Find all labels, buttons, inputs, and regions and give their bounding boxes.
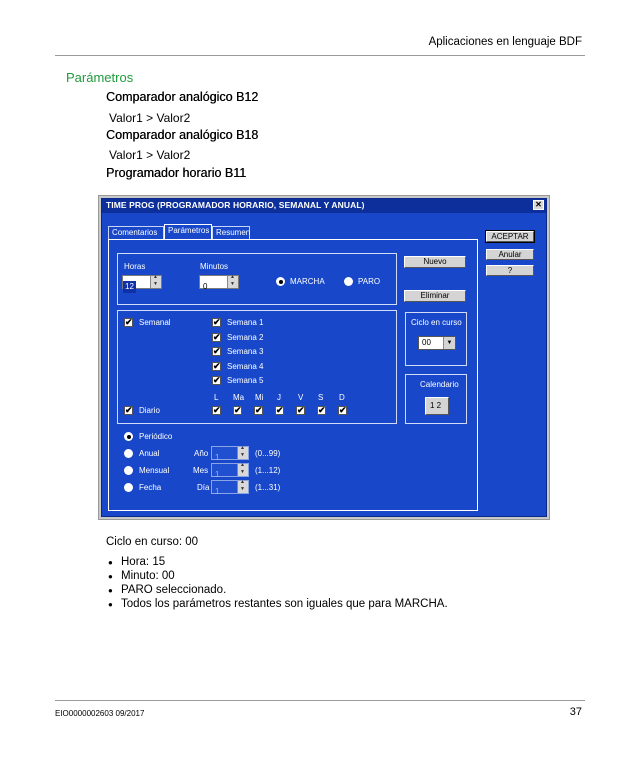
fecha-label: Fecha bbox=[139, 483, 162, 492]
periodico-label: Periódico bbox=[139, 432, 173, 441]
calendario-label: Calendario bbox=[420, 380, 459, 389]
tab-comentarios[interactable]: Comentarios bbox=[108, 226, 164, 239]
calendar-icon[interactable] bbox=[425, 397, 449, 415]
ano-spinner[interactable] bbox=[211, 446, 249, 460]
semana-5-label: Semana 5 bbox=[227, 376, 264, 385]
day-label-ma: Ma bbox=[233, 393, 245, 402]
semana-1-label: Semana 1 bbox=[227, 318, 264, 327]
ano-range: (0...99) bbox=[255, 449, 281, 458]
ano-value: 1 bbox=[215, 453, 220, 462]
horas-spinner[interactable] bbox=[122, 275, 162, 289]
spinner-arrows-icon[interactable] bbox=[237, 464, 248, 476]
mes-value: 1 bbox=[215, 470, 220, 479]
bullet-icon: ● bbox=[108, 572, 113, 581]
horas-label: Horas bbox=[124, 262, 146, 271]
spinner-arrows-icon[interactable] bbox=[237, 447, 248, 459]
semanal-checkbox[interactable]: ✔ bbox=[125, 317, 133, 327]
eliminar-button[interactable]: Eliminar bbox=[404, 290, 466, 302]
semana-2-label: Semana 2 bbox=[227, 333, 264, 342]
ano-label: Año bbox=[194, 449, 209, 458]
mensual-label: Mensual bbox=[139, 466, 170, 475]
section-title: Parámetros bbox=[66, 70, 134, 85]
item-text-b18: Valor1 > Valor2 bbox=[109, 148, 191, 162]
diario-label: Diario bbox=[139, 406, 160, 415]
diario-checkbox[interactable]: ✔ bbox=[125, 405, 133, 415]
item-heading-b12: Comparador analógico B12 bbox=[106, 90, 259, 104]
anual-label: Anual bbox=[139, 449, 160, 458]
bullet-icon: ● bbox=[108, 586, 113, 595]
header-rule bbox=[55, 55, 585, 56]
paro-label: PARO bbox=[358, 277, 381, 286]
bullet-item: Hora: 15 bbox=[121, 556, 166, 568]
day-checkbox-d[interactable]: ✔ bbox=[339, 405, 347, 415]
help-button[interactable]: ? bbox=[486, 265, 534, 276]
day-label-d: D bbox=[339, 393, 345, 402]
dia-range: (1...31) bbox=[255, 483, 281, 492]
ciclo-select[interactable] bbox=[418, 336, 456, 350]
nuevo-button[interactable]: Nuevo bbox=[404, 256, 466, 268]
bullet-icon: ● bbox=[108, 600, 113, 609]
item-heading-b18: Comparador analógico B18 bbox=[106, 128, 259, 142]
marcha-label: MARCHA bbox=[290, 277, 325, 286]
minutos-value: 0 bbox=[203, 282, 208, 291]
tab-resumen[interactable]: Resumen bbox=[212, 226, 250, 239]
fecha-radio[interactable] bbox=[124, 483, 133, 492]
spinner-arrows-icon[interactable] bbox=[237, 481, 248, 493]
mes-range: (1...12) bbox=[255, 466, 281, 475]
day-label-j: J bbox=[277, 393, 281, 402]
day-checkbox-mi[interactable]: ✔ bbox=[255, 405, 263, 415]
bullet-item: Minuto: 00 bbox=[121, 570, 175, 582]
calendar-icon-text: 1 2 bbox=[430, 401, 442, 410]
dia-value: 1 bbox=[215, 487, 220, 496]
header-title: Aplicaciones en lenguaje BDF bbox=[428, 36, 582, 48]
day-label-s: S bbox=[318, 393, 324, 402]
mes-label: Mes bbox=[193, 466, 209, 475]
semana-1-checkbox[interactable]: ✔ bbox=[213, 317, 221, 327]
chevron-down-icon[interactable]: ▼ bbox=[443, 337, 455, 349]
semana-4-label: Semana 4 bbox=[227, 362, 264, 371]
page-number: 37 bbox=[569, 706, 582, 718]
semana-3-label: Semana 3 bbox=[227, 347, 264, 356]
spinner-arrows-icon[interactable] bbox=[150, 276, 161, 288]
dia-spinner[interactable] bbox=[211, 480, 249, 494]
bullet-item: Todos los parámetros restantes son iguales que para MARCHA. bbox=[121, 598, 448, 610]
anular-button[interactable]: Anular bbox=[486, 249, 534, 260]
semana-3-checkbox[interactable]: ✔ bbox=[213, 346, 221, 356]
semana-5-checkbox[interactable]: ✔ bbox=[213, 375, 221, 385]
paro-radio[interactable] bbox=[344, 277, 353, 286]
minutos-label: Minutos bbox=[200, 262, 229, 271]
semana-4-checkbox[interactable]: ✔ bbox=[213, 361, 221, 371]
footer-doc-id: EIO0000002603 09/2017 bbox=[55, 709, 145, 718]
semanal-label: Semanal bbox=[139, 318, 171, 327]
day-checkbox-s[interactable]: ✔ bbox=[318, 405, 326, 415]
day-checkbox-v[interactable]: ✔ bbox=[297, 405, 305, 415]
day-label-mi: Mi bbox=[255, 393, 264, 402]
item-heading-b11: Programador horario B11 bbox=[106, 166, 247, 180]
spinner-arrows-icon[interactable] bbox=[227, 276, 238, 288]
item-text-b12: Valor1 > Valor2 bbox=[109, 111, 191, 125]
footer-rule bbox=[55, 700, 585, 701]
semana-2-checkbox[interactable]: ✔ bbox=[213, 332, 221, 342]
day-label-l: L bbox=[214, 393, 219, 402]
ciclo-value: 00 bbox=[422, 338, 431, 347]
minutos-spinner[interactable] bbox=[199, 275, 239, 289]
day-checkbox-l[interactable]: ✔ bbox=[213, 405, 221, 415]
horas-value: 12 bbox=[125, 282, 134, 291]
aceptar-button[interactable]: ACEPTAR bbox=[486, 231, 534, 242]
bullet-icon: ● bbox=[108, 558, 113, 567]
day-label-v: V bbox=[298, 393, 304, 402]
bullet-item: PARO seleccionado. bbox=[121, 584, 227, 596]
day-checkbox-ma[interactable]: ✔ bbox=[234, 405, 242, 415]
ciclo-label: Ciclo en curso bbox=[411, 318, 462, 327]
tab-parametros[interactable]: Parámetros bbox=[164, 224, 212, 239]
anual-radio[interactable] bbox=[124, 449, 133, 458]
marcha-radio[interactable] bbox=[276, 277, 285, 286]
dia-label: Día bbox=[197, 483, 210, 492]
ciclo-text: Ciclo en curso: 00 bbox=[106, 536, 199, 548]
mensual-radio[interactable] bbox=[124, 466, 133, 475]
dialog-title: TIME PROG (PROGRAMADOR HORARIO, SEMANAL Y ANUAL) bbox=[106, 200, 365, 210]
mes-spinner[interactable] bbox=[211, 463, 249, 477]
close-button[interactable]: ✕ bbox=[533, 200, 544, 210]
day-checkbox-j[interactable]: ✔ bbox=[276, 405, 284, 415]
periodico-radio[interactable] bbox=[124, 432, 133, 441]
